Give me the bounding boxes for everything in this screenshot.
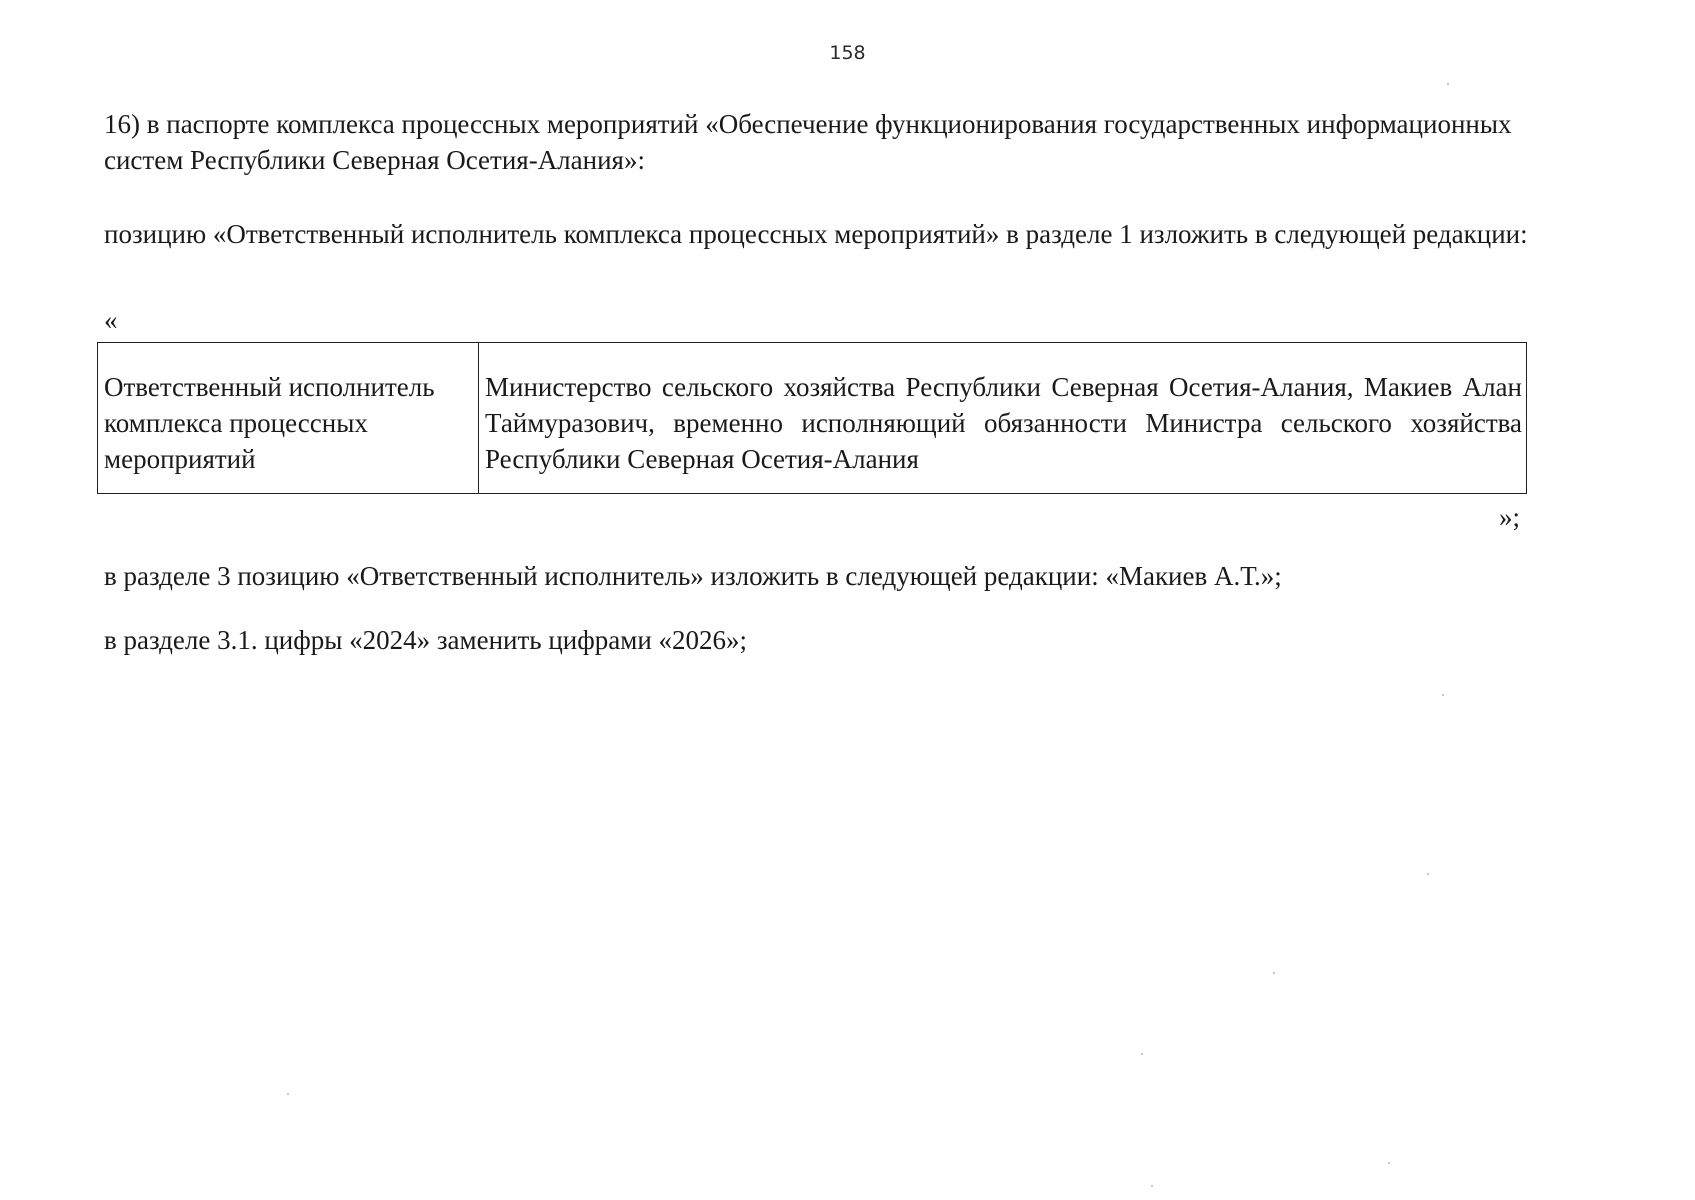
paragraph-section-3: в разделе 3 позицию «Ответственный исполнитель» изложить в следующей редакции: «Макиев А.Т.»; <box>104 561 1282 591</box>
paragraph-16-intro: 16) в паспорте комплекса процессных мероприятий «Обеспечение функционирования государственных информационных систем Республики Северная Осетия-Алания»: <box>104 109 1512 175</box>
scan-speck <box>1442 694 1444 696</box>
responsible-executor-table <box>97 342 1527 494</box>
scan-speck <box>1447 83 1449 85</box>
scan-speck <box>1141 1053 1143 1055</box>
page-number: 158 <box>829 42 866 64</box>
table-cell-label: Ответственный исполнитель комплекса процессных мероприятий <box>98 343 479 494</box>
table-cell-value: Министерство сельского хозяйства Республики Северная Осетия-Алания, Макиев Алан Таймуразович, временно исполняющий обязанности Министра сельского хозяйства Республики Северная Осетия-Алания <box>479 343 1527 494</box>
paragraph-section-3-1: в разделе 3.1. цифры «2024» заменить цифрами «2026»; <box>104 625 748 655</box>
scan-speck <box>1388 1162 1390 1164</box>
closing-quote: »; <box>1498 502 1520 532</box>
scan-speck <box>1273 972 1275 974</box>
table-row <box>98 343 1527 494</box>
scan-speck <box>287 1093 289 1095</box>
opening-quote: « <box>104 305 118 335</box>
scan-speck <box>1427 873 1429 875</box>
paragraph-position-section-1: позицию «Ответственный исполнитель комплекса процессных мероприятий» в разделе 1 изложить в следующей редакции: <box>104 219 1528 249</box>
scan-speck <box>1151 1185 1153 1187</box>
